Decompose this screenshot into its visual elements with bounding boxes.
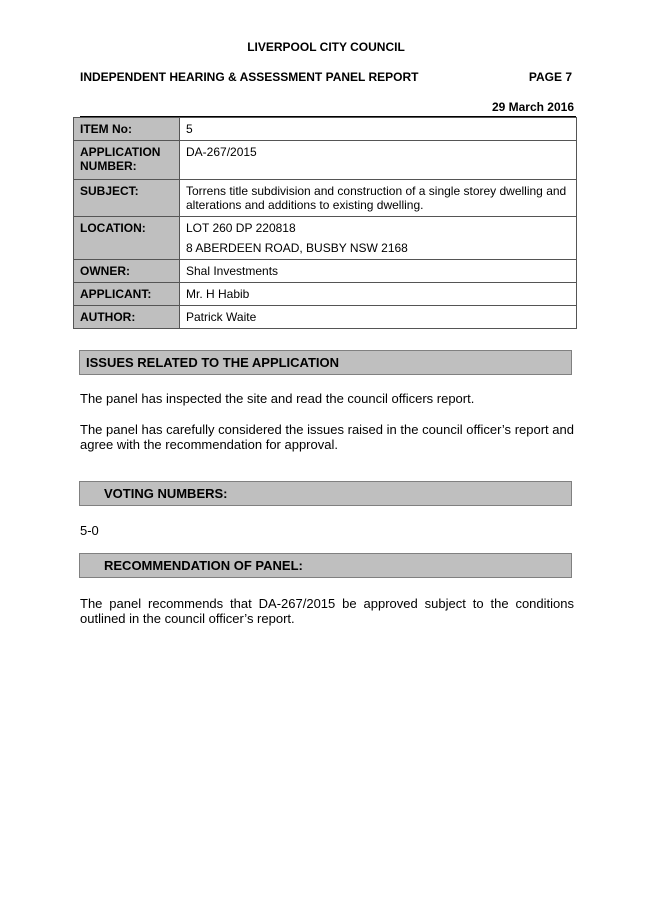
application-number-value: DA-267/2015 — [180, 141, 577, 180]
table-row — [74, 283, 577, 306]
application-details-table — [73, 117, 577, 329]
location-address: 8 ABERDEEN ROAD, BUSBY NSW 2168 — [186, 241, 408, 255]
owner-label: OWNER: — [74, 260, 180, 283]
location-value — [180, 217, 577, 260]
location-label: LOCATION: — [74, 217, 180, 260]
issues-paragraph-2: The panel has carefully considered the issues raised in the council officer’s report and agree with the recommendation for approval. — [80, 422, 574, 452]
voting-value: 5-0 — [80, 523, 99, 538]
table-row — [74, 180, 577, 217]
author-value: Patrick Waite — [180, 306, 577, 329]
item-no-label: ITEM No: — [74, 118, 180, 141]
owner-value: Shal Investments — [180, 260, 577, 283]
location-lot: LOT 260 DP 220818 — [186, 221, 296, 235]
applicant-value: Mr. H Habib — [180, 283, 577, 306]
subject-label: SUBJECT: — [74, 180, 180, 217]
applicant-label: APPLICANT: — [74, 283, 180, 306]
table-row — [74, 217, 577, 260]
issues-paragraph-1: The panel has inspected the site and read the council officers report. — [80, 391, 475, 406]
report-date: 29 March 2016 — [491, 100, 574, 114]
table-row — [74, 260, 577, 283]
author-label: AUTHOR: — [74, 306, 180, 329]
item-no-value: 5 — [180, 118, 577, 141]
table-row — [74, 306, 577, 329]
table-row — [74, 141, 577, 180]
page-number: PAGE 7 — [528, 70, 572, 84]
council-name: LIVERPOOL CITY COUNCIL — [247, 40, 405, 54]
application-number-label: APPLICATION NUMBER: — [74, 141, 180, 180]
voting-heading: VOTING NUMBERS: — [79, 481, 572, 506]
recommendation-heading: RECOMMENDATION OF PANEL: — [79, 553, 572, 578]
report-title: INDEPENDENT HEARING & ASSESSMENT PANEL REPORT — [80, 70, 419, 84]
table-row — [74, 118, 577, 141]
issues-heading: ISSUES RELATED TO THE APPLICATION — [79, 350, 572, 375]
recommendation-text: The panel recommends that DA-267/2015 be approved subject to the conditions outlined in the council officer’s report. — [80, 596, 574, 626]
subject-value: Torrens title subdivision and construction of a single storey dwelling and alterations and additions to existing dwelling. — [180, 180, 577, 217]
